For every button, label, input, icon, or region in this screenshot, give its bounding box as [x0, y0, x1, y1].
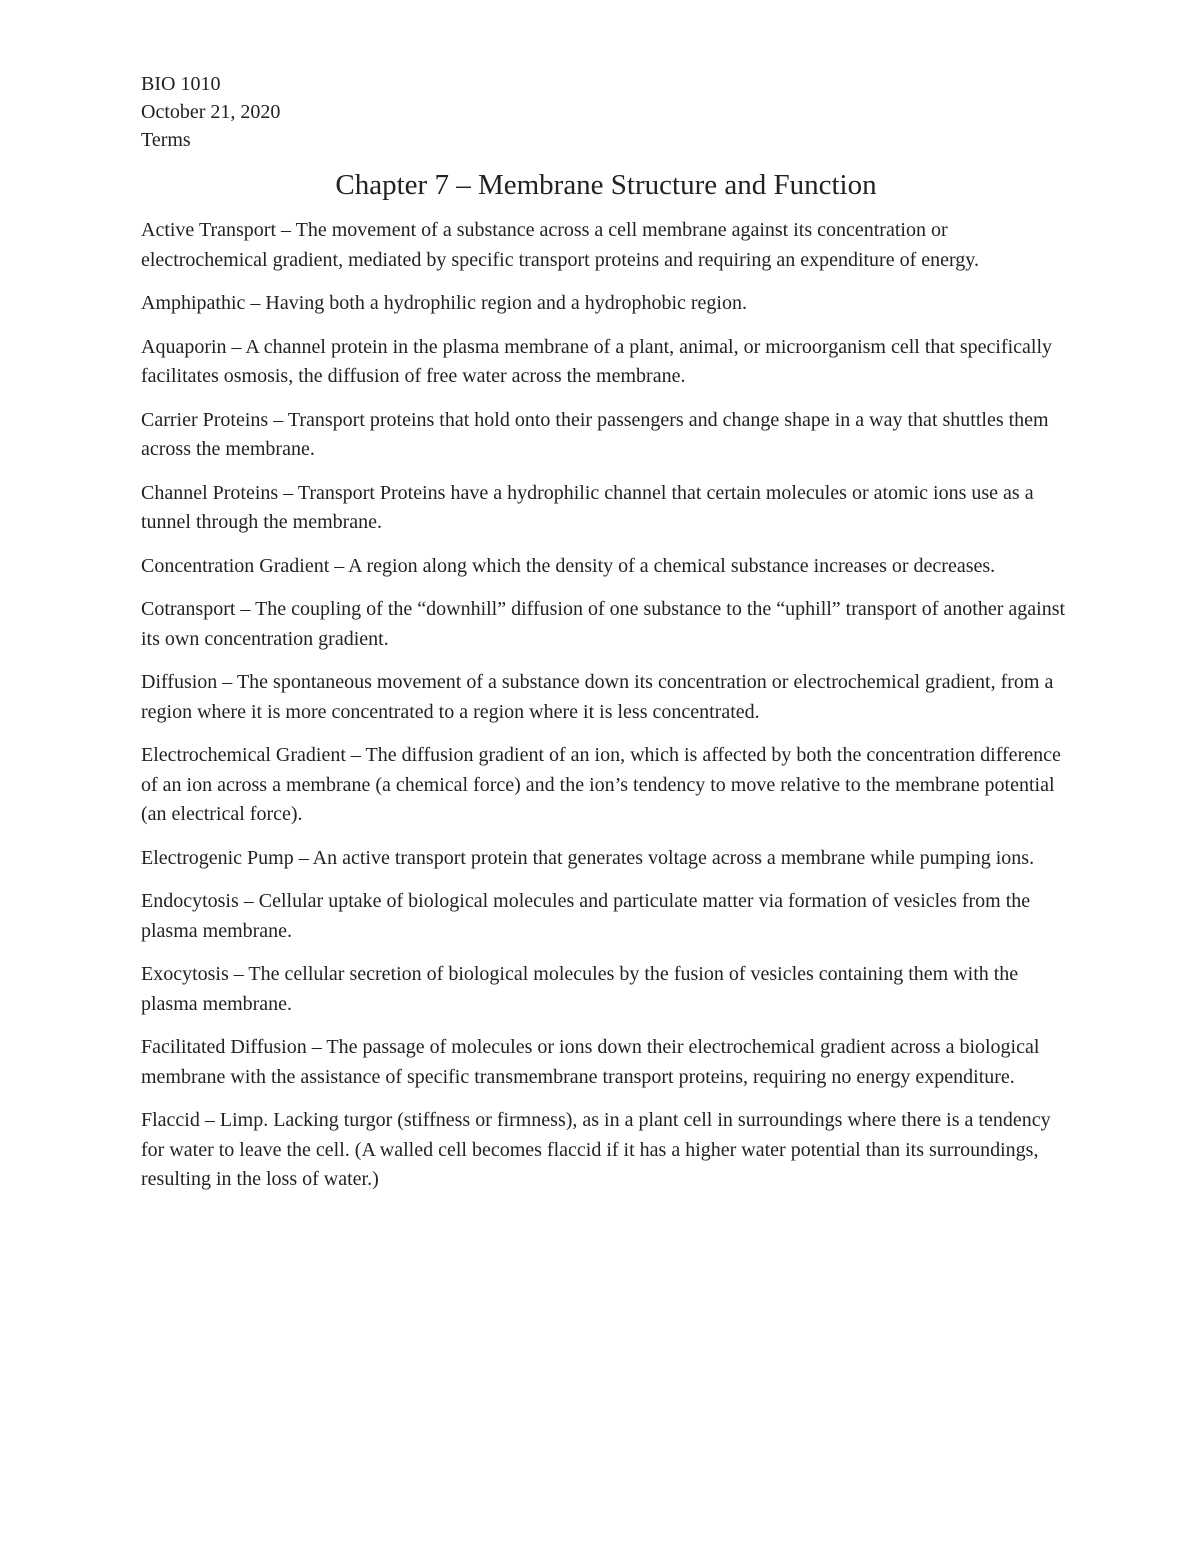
term-concentration-gradient: Concentration Gradient – A region along which the density of a chemical substance increases or decreases.: [141, 554, 996, 577]
document-label: Terms: [141, 129, 191, 151]
term-flaccid: Flaccid – Limp. Lacking turgor (stiffness or firmness), as in a plant cell in surroundings where there is a tendency for water to leave the cell. (A walled cell becomes flaccid if it has a higher water potential than its surroundings, resulting in the loss of water.): [141, 1109, 1051, 1190]
term-diffusion: Diffusion – The spontaneous movement of a substance down its concentration or electrochemical gradient, from a region where it is more concentrated to a region where it is less concentrated.: [141, 671, 1054, 723]
term-amphipathic: Amphipathic – Having both a hydrophilic region and a hydrophobic region.: [141, 292, 747, 314]
term-aquaporin: Aquaporin – A channel protein in the plasma membrane of a plant, animal, or microorganism cell that specifically facilitates osmosis, the diffusion of free water across the membrane.: [141, 335, 1053, 387]
term-endocytosis: Endocytosis – Cellular uptake of biological molecules and particulate matter via formation of vesicles from the plasma membrane.: [141, 890, 1031, 942]
term-channel-proteins: Channel Proteins – Transport Proteins have a hydrophilic channel that certain molecules or atomic ions use as a tunnel through the membrane.: [141, 481, 1034, 533]
term-electrogenic-pump: Electrogenic Pump – An active transport protein that generates voltage across a membrane while pumping ions.: [141, 846, 1035, 869]
document-date: October 21, 2020: [141, 101, 281, 123]
term-carrier-proteins: Carrier Proteins – Transport proteins that hold onto their passengers and change shape in a way that shuttles them across the membrane.: [141, 408, 1049, 460]
term-cotransport: Cotransport – The coupling of the “downhill” diffusion of one substance to the “uphill” transport of another against its own concentration gradient.: [141, 598, 1066, 650]
term-electrochemical-gradient: Electrochemical Gradient – The diffusion gradient of an ion, which is affected by both the concentration difference of an ion across a membrane (a chemical force) and the ion’s tendency to move relative to the membrane potential (an electrical force).: [141, 744, 1061, 825]
term-facilitated-diffusion: Facilitated Diffusion – The passage of molecules or ions down their electrochemical gradient across a biological membrane with the assistance of specific transmembrane transport proteins, requiring no energy expenditure.: [141, 1036, 1040, 1088]
chapter-title: Chapter 7 – Membrane Structure and Function: [335, 169, 877, 201]
term-exocytosis: Exocytosis – The cellular secretion of biological molecules by the fusion of vesicles containing them with the plasma membrane.: [141, 963, 1019, 1015]
term-active-transport: Active Transport – The movement of a substance across a cell membrane against its concentration or electrochemical gradient, mediated by specific transport proteins and requiring an expenditure of energy.: [141, 219, 980, 271]
course-code: BIO 1010: [141, 73, 221, 95]
document-content: [141, 70, 1071, 1209]
